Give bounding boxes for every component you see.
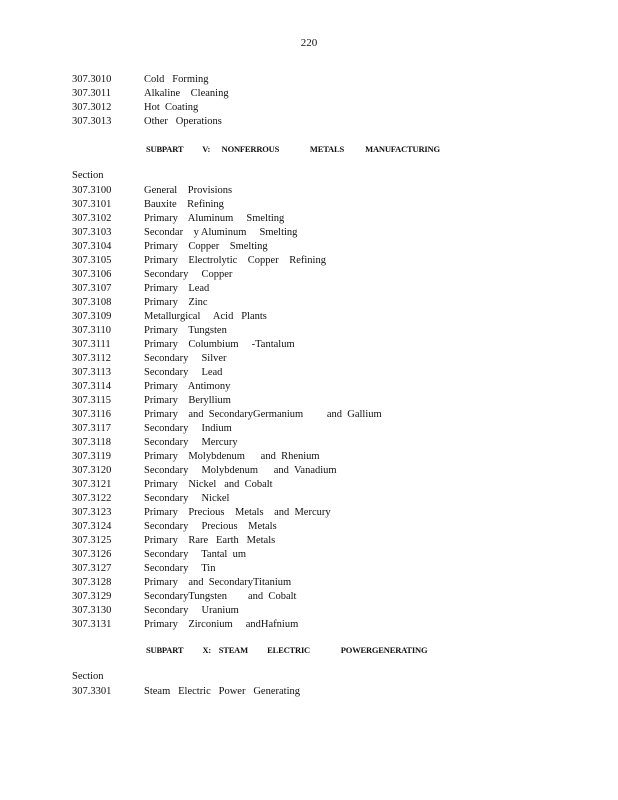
section-row: [72, 282, 382, 296]
section-number: 307.3130: [72, 605, 112, 616]
section-number: 307.3011: [72, 88, 111, 99]
section-number: 307.3112: [72, 353, 111, 364]
section-row: [72, 408, 382, 422]
section-row: [72, 352, 382, 366]
section-title: Secondary Precious Metals: [144, 521, 277, 532]
section-number: 307.3129: [72, 591, 112, 602]
section-row: [72, 604, 382, 618]
section-row: [72, 436, 382, 450]
section-row: [72, 101, 229, 115]
section-title: Secondary Mercury: [144, 437, 238, 448]
section-list-steam-electric: [72, 685, 300, 699]
section-number: 307.3122: [72, 493, 112, 504]
section-row: [72, 184, 382, 198]
section-row: [72, 422, 382, 436]
section-number: 307.3118: [72, 437, 111, 448]
section-number: 307.3107: [72, 283, 112, 294]
section-row: [72, 520, 382, 534]
section-number: 307.3102: [72, 213, 112, 224]
section-number: 307.3114: [72, 381, 111, 392]
section-title: Other Operations: [144, 116, 222, 127]
section-row: [72, 534, 382, 548]
page-number: 220: [300, 37, 318, 49]
section-row: [72, 685, 300, 699]
section-number: 307.3100: [72, 185, 112, 196]
section-number: 307.3117: [72, 423, 111, 434]
section-row: [72, 198, 382, 212]
section-title: Primary Columbium -Tantalum: [144, 339, 295, 350]
section-number: 307.3125: [72, 535, 112, 546]
section-number: 307.3126: [72, 549, 112, 560]
section-row: [72, 366, 382, 380]
section-title: Secondary Uranium: [144, 605, 239, 616]
section-row: [72, 562, 382, 576]
section-list-nonferrous: [72, 184, 382, 632]
subpart-x-heading: SUBPART X: STEAM ELECTRIC POWERGENERATING: [146, 645, 428, 655]
section-title: General Provisions: [144, 185, 233, 196]
section-number: 307.3123: [72, 507, 112, 518]
section-list-operations: [72, 73, 229, 129]
subpart-v-heading: SUBPART V: NONFERROUS METALS MANUFACTURING: [146, 144, 440, 154]
section-title: Primary Rare Earth Metals: [144, 535, 276, 546]
section-column-label: Section: [72, 170, 104, 181]
section-title: Bauxite Refining: [144, 199, 224, 210]
section-number: 307.3010: [72, 74, 112, 85]
section-title: Secondary Nickel: [144, 493, 230, 504]
section-number: 307.3119: [72, 451, 111, 462]
section-title: Secondary Tin: [144, 563, 216, 574]
section-number: 307.3013: [72, 116, 112, 127]
section-row: [72, 478, 382, 492]
section-number: 307.3127: [72, 563, 112, 574]
section-title: Cold Forming: [144, 74, 209, 85]
section-title: Primary Molybdenum and Rhenium: [144, 451, 320, 462]
section-title: Secondar y Aluminum Smelting: [144, 227, 298, 238]
section-number: 307.3301: [72, 686, 112, 697]
section-title: Secondary Tantal um: [144, 549, 247, 560]
section-row: [72, 618, 382, 632]
section-title: Steam Electric Power Generating: [144, 686, 300, 697]
section-row: [72, 590, 382, 604]
section-number: 307.3104: [72, 241, 112, 252]
section-title: SecondaryTungsten and Cobalt: [144, 591, 297, 602]
section-number: 307.3106: [72, 269, 112, 280]
section-title: Secondary Copper: [144, 269, 233, 280]
section-number: 307.3131: [72, 619, 112, 630]
section-title: Secondary Lead: [144, 367, 223, 378]
section-title: Primary Electrolytic Copper Refining: [144, 255, 326, 266]
section-row: [72, 226, 382, 240]
section-title: Primary Lead: [144, 283, 210, 294]
section-number: 307.3109: [72, 311, 112, 322]
section-row: [72, 254, 382, 268]
section-number: 307.3110: [72, 325, 111, 336]
section-row: [72, 212, 382, 226]
section-row: [72, 268, 382, 282]
section-row: [72, 73, 229, 87]
section-row: [72, 324, 382, 338]
section-column-label: Section: [72, 671, 104, 682]
section-row: [72, 240, 382, 254]
section-title: Primary Tungsten: [144, 325, 227, 336]
section-row: [72, 576, 382, 590]
section-title: Secondary Silver: [144, 353, 227, 364]
section-row: [72, 464, 382, 478]
section-number: 307.3116: [72, 409, 111, 420]
section-row: [72, 296, 382, 310]
section-row: [72, 492, 382, 506]
section-number: 307.3113: [72, 367, 111, 378]
section-title: Primary Beryllium: [144, 395, 231, 406]
section-row: [72, 115, 229, 129]
section-number: 307.3101: [72, 199, 112, 210]
section-title: Secondary Indium: [144, 423, 232, 434]
section-number: 307.3121: [72, 479, 112, 490]
section-row: [72, 394, 382, 408]
section-row: [72, 338, 382, 352]
section-title: Alkaline Cleaning: [144, 88, 229, 99]
section-number: 307.3105: [72, 255, 112, 266]
section-number: 307.3108: [72, 297, 112, 308]
section-number: 307.3115: [72, 395, 111, 406]
section-title: Primary Antimony: [144, 381, 231, 392]
section-row: [72, 87, 229, 101]
section-title: Metallurgical Acid Plants: [144, 311, 267, 322]
section-title: Hot Coating: [144, 102, 199, 113]
section-number: 307.3120: [72, 465, 112, 476]
section-row: [72, 548, 382, 562]
section-number: 307.3103: [72, 227, 112, 238]
section-title: Primary Zinc: [144, 297, 208, 308]
section-number: 307.3012: [72, 102, 112, 113]
section-number: 307.3111: [72, 339, 111, 350]
section-title: Primary Zirconium andHafnium: [144, 619, 299, 630]
section-title: Primary Precious Metals and Mercury: [144, 507, 331, 518]
section-row: [72, 380, 382, 394]
section-row: [72, 506, 382, 520]
section-row: [72, 310, 382, 324]
section-number: 307.3128: [72, 577, 112, 588]
section-title: Primary Aluminum Smelting: [144, 213, 285, 224]
section-title: Primary and SecondaryGermanium and Gallium: [144, 409, 382, 420]
section-row: [72, 450, 382, 464]
section-title: Secondary Molybdenum and Vanadium: [144, 465, 337, 476]
section-title: Primary Copper Smelting: [144, 241, 268, 252]
section-title: Primary Nickel and Cobalt: [144, 479, 273, 490]
section-title: Primary and SecondaryTitanium: [144, 577, 292, 588]
section-number: 307.3124: [72, 521, 112, 532]
